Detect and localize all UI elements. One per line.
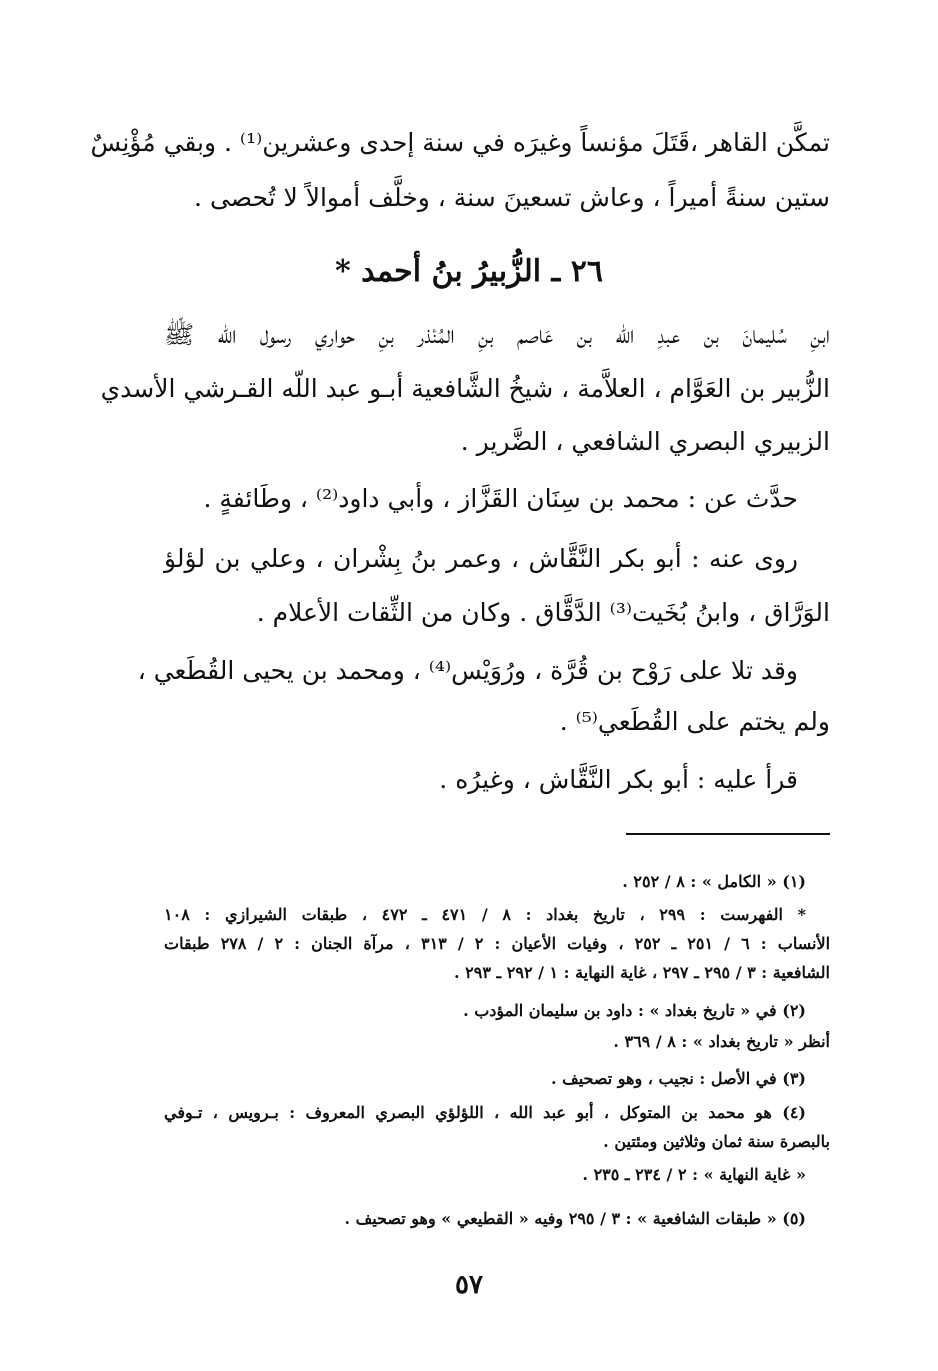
footnote-line: الشافعية : ٣ / ٢٩٥ ـ ٢٩٧ ، غاية النهاية : ١ / ٢٩٢ ـ ٢٩٣ . <box>454 963 830 982</box>
entry-heading: ٢٦ ـ الزُّبيرُ بنُ أحمد * <box>334 254 604 289</box>
body-line: ولم يختم على القُطَعي⁽⁵⁾ . <box>559 707 830 736</box>
footnote-line: (٤) هو محمد بن المتوكل ، أبو عبد الله ، اللؤلؤي البصري المعروف : بـرويس ، تـوفي <box>164 1103 806 1122</box>
footnote-line: * الفهرست : ٢٩٩ ، تاريخ بغداد : ٨ / ٤٧١ ـ ٤٧٢ ، طبقات الشيرازي : ١٠٨ <box>164 905 807 924</box>
body-line: قرأ عليه : أبو بكر النَّقَّاش ، وغيرُه . <box>439 765 798 794</box>
footnote-line: (١) « الكامل » : ٨ / ٢٥٢ . <box>622 872 806 891</box>
body-line: روى عنه : أبو بكر النَّقَّاش ، وعمر بنُ بِشْران ، وعلي بن لؤلؤ <box>164 544 798 573</box>
body-line: وقد تلا على رَوْح بن قُرَّة ، ورُوَيْس⁽⁴⁾ ، ومحمد بن يحيى القُطَعي ، <box>137 656 798 685</box>
footnote-line: الأنساب : ٦ / ٢٥١ ـ ٢٥٢ ، وفيات الأعيان : ٢ / ٣١٣ ، مرآة الجنان : ٢ / ٢٧٨ طبقات <box>164 934 831 953</box>
body-line: ابنِ سُليمانَ بن عبدِ اللّه بن عَاصم بنِ المُنْذر بنِ حواري رسول اللّه ﷺ <box>164 320 830 349</box>
footnote-line: (٢) في « تاريخ بغداد » : داود بن سليمان المؤدب . <box>463 1001 806 1020</box>
footnote-line: (٥) « طبقات الشافعية » : ٣ / ٢٩٥ وفيه « القطيعي » وهو تصحيف . <box>344 1209 806 1228</box>
body-line: ستين سنةً أميراً ، وعاش تسعينَ سنة ، وخلَّف أموالاً لا تُحصى . <box>194 183 830 212</box>
footnote-line: (٣) في الأصل : نجيب ، وهو تصحيف . <box>551 1069 806 1088</box>
page-number: ٥٧ <box>455 1270 483 1300</box>
footnote-separator <box>626 833 830 835</box>
body-line: الزُّبير بن العَوَّام ، العلاَّمة ، شيخُ الشَّافعية أبـو عبد اللّه القـرشي الأسدي <box>100 374 830 403</box>
footnote-line: بالبصرة سنة ثمان وثلاثين ومئتين . <box>603 1132 830 1151</box>
body-line: تمكَّن القاهر ،قَتَلَ مؤنساً وغيرَه في سنة إحدى وعشرين⁽¹⁾ . وبقي مُؤْنِسٌ <box>90 128 830 157</box>
footnote-line: « غاية النهاية » : ٢ / ٢٣٤ ـ ٢٣٥ . <box>582 1165 806 1184</box>
footnote-line: أنظر « تاريخ بغداد » : ٨ / ٣٦٩ . <box>613 1032 830 1051</box>
body-line: الوَرَّاق ، وابنُ بُخَيت⁽³⁾ الدَّقَّاق . وكان من الثِّقات الأعلام . <box>256 598 830 627</box>
body-line: حدَّث عن : محمد بن سِنَان القَزَّاز ، وأبي داود⁽²⁾ ، وطَائفةٍ . <box>203 484 798 513</box>
body-line: الزبيري البصري الشافعي ، الضَّرير . <box>460 427 830 456</box>
